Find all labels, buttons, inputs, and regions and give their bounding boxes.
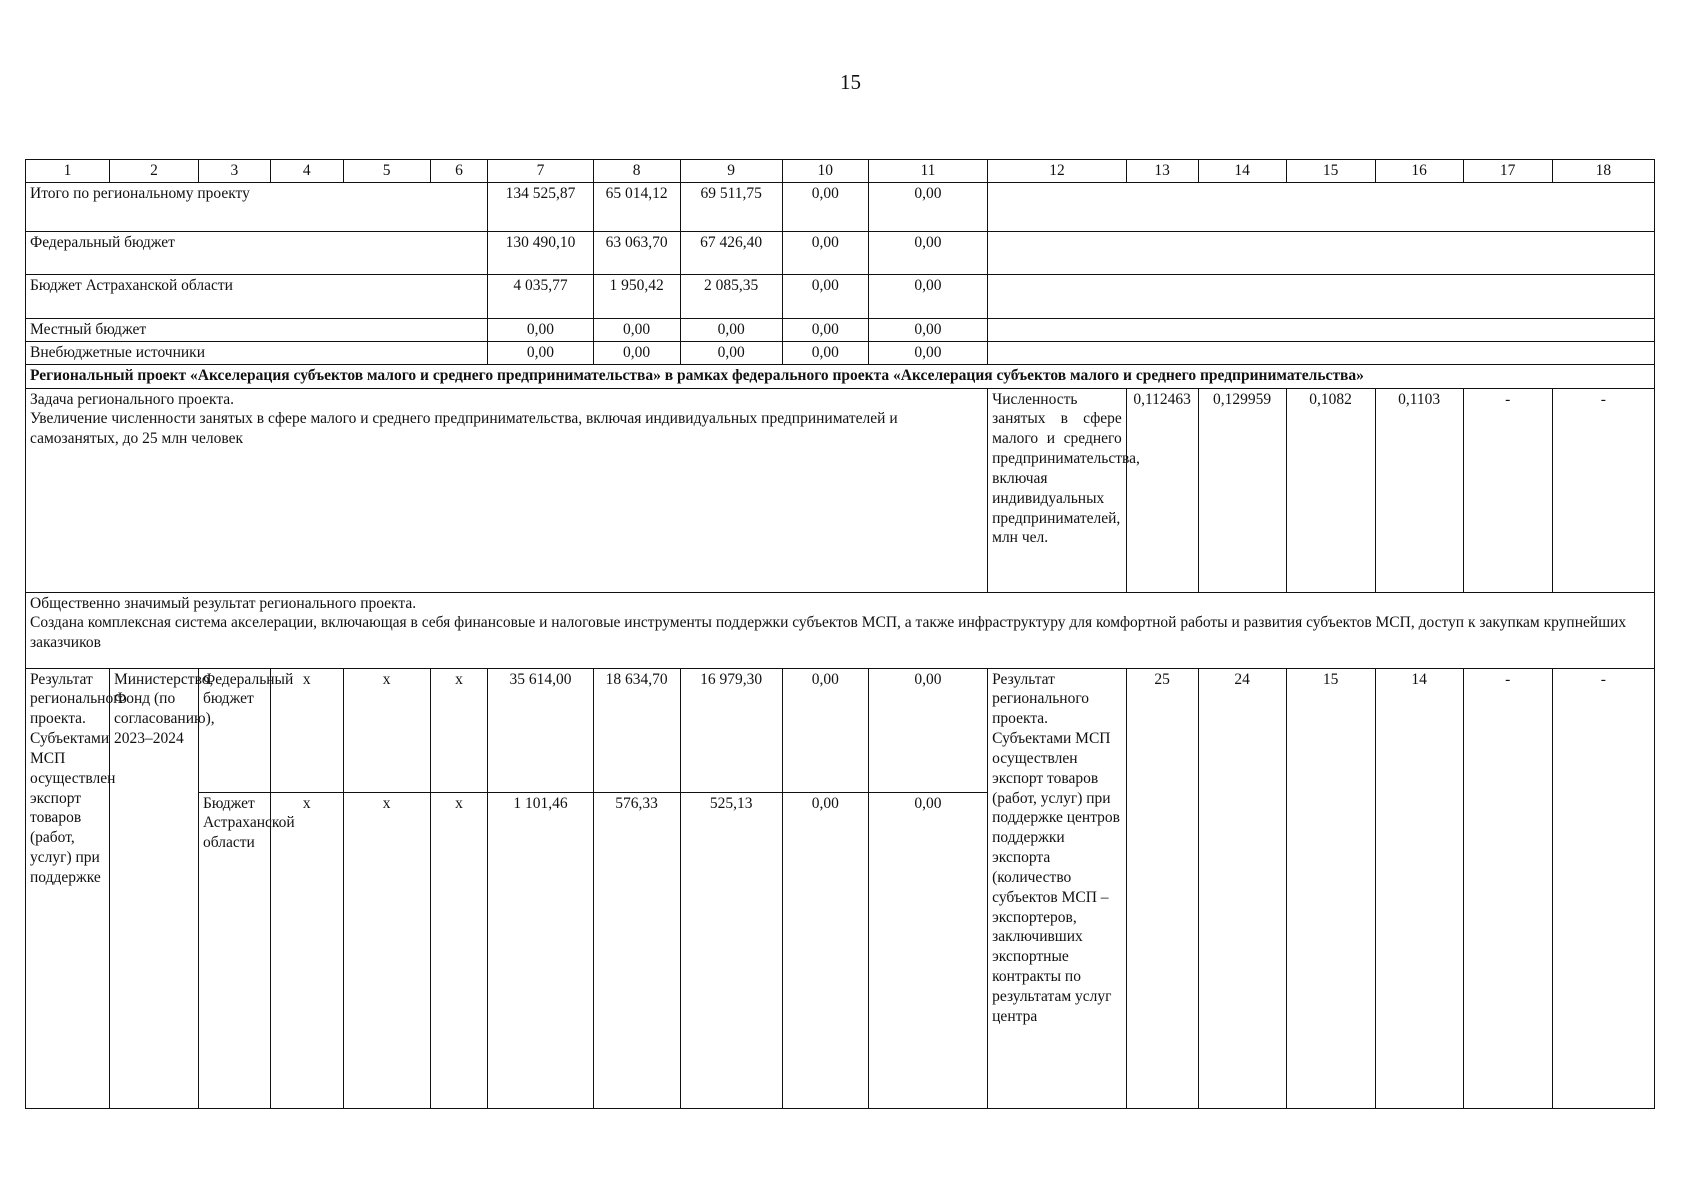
mark-cell: x — [270, 792, 343, 1108]
header-cell: 4 — [270, 160, 343, 183]
budget-row-local — [26, 319, 1655, 342]
header-cell: 18 — [1552, 160, 1654, 183]
budget-value: 1 950,42 — [593, 275, 680, 319]
budget-label: Местный бюджет — [26, 319, 488, 342]
funding-source: Бюджет Астраханской области — [199, 792, 271, 1108]
budget-value: 0,00 — [782, 668, 868, 792]
budget-row-regional — [26, 275, 1655, 319]
budget-value: 0,00 — [593, 341, 680, 364]
indicator-value: 24 — [1198, 668, 1286, 1108]
budget-value: 0,00 — [782, 275, 868, 319]
result-row-federal — [26, 668, 1655, 792]
project-title: Региональный проект «Акселерация субъектов малого и среднего предпринимательства» в рамках федерального проекта «Акселерация субъектов малого и среднего предпринимательства» — [26, 364, 1655, 388]
budget-value: 69 511,75 — [680, 183, 782, 232]
budget-value: 0,00 — [782, 341, 868, 364]
header-cell: 15 — [1286, 160, 1375, 183]
header-cell: 11 — [868, 160, 987, 183]
indicator-value: 14 — [1375, 668, 1463, 1108]
budget-value: 0,00 — [488, 319, 593, 342]
budget-value: 63 063,70 — [593, 232, 680, 275]
budget-value: 2 085,35 — [680, 275, 782, 319]
budget-label: Итого по региональному проекту — [26, 183, 488, 232]
budget-value: 16 979,30 — [680, 668, 782, 792]
header-cell: 14 — [1198, 160, 1286, 183]
budget-value: 130 490,10 — [488, 232, 593, 275]
budget-value: 65 014,12 — [593, 183, 680, 232]
header-cell: 1 — [26, 160, 110, 183]
indicator-value: - — [1552, 388, 1654, 592]
budget-value: 35 614,00 — [488, 668, 593, 792]
funding-source: Федеральный бюджет — [199, 668, 271, 792]
budget-value: 0,00 — [680, 319, 782, 342]
header-cell: 5 — [343, 160, 430, 183]
result-responsible: Министерство, Фонд (по согласованию), 2023–2024 — [109, 668, 198, 1108]
empty-cell — [988, 232, 1655, 275]
header-row — [26, 160, 1655, 183]
budget-value: 0,00 — [782, 792, 868, 1108]
header-cell: 10 — [782, 160, 868, 183]
header-cell: 17 — [1463, 160, 1552, 183]
task-row — [26, 388, 1655, 592]
indicator-value: 0,1082 — [1286, 388, 1375, 592]
page-number: 15 — [840, 70, 861, 94]
budget-value: 134 525,87 — [488, 183, 593, 232]
budget-row-total — [26, 183, 1655, 232]
mark-cell: x — [343, 668, 430, 792]
indicator-value: - — [1463, 668, 1552, 1108]
header-cell: 2 — [109, 160, 198, 183]
social-result-text: Общественно значимый результат регионального проекта. Создана комплексная система акселерации, включающая в себя финансовые и налоговые инструменты поддержки субъектов МСП, а также инфраструктуру для комфортной работы и развития субъектов МСП, доступ к закупкам крупнейших заказчиков — [26, 592, 1655, 668]
indicator-value: - — [1552, 668, 1654, 1108]
project-title-row — [26, 364, 1655, 388]
empty-cell — [988, 275, 1655, 319]
header-cell: 16 — [1375, 160, 1463, 183]
empty-cell — [988, 319, 1655, 342]
mark-cell: x — [343, 792, 430, 1108]
budget-value: 0,00 — [868, 668, 987, 792]
budget-value: 576,33 — [593, 792, 680, 1108]
indicator-value: 25 — [1126, 668, 1198, 1108]
mark-cell: x — [430, 792, 488, 1108]
budget-value: 67 426,40 — [680, 232, 782, 275]
budget-value: 0,00 — [868, 275, 987, 319]
social-result-row — [26, 592, 1655, 668]
budget-value: 1 101,46 — [488, 792, 593, 1108]
budget-value: 0,00 — [868, 792, 987, 1108]
budget-value: 0,00 — [782, 319, 868, 342]
project-table — [25, 159, 1655, 1109]
result-indicator: Результат регионального проекта. Субъектами МСП осуществлен экспорт товаров (работ, услуг) при поддержке центров поддержки экспорта (количество субъектов МСП – экспортеров, заключивших экспортные контракты по результатам услуг центра — [988, 668, 1127, 1108]
header-cell: 3 — [199, 160, 271, 183]
budget-value: 18 634,70 — [593, 668, 680, 792]
mark-cell: x — [430, 668, 488, 792]
header-cell: 8 — [593, 160, 680, 183]
budget-value: 0,00 — [868, 341, 987, 364]
budget-value: 0,00 — [868, 232, 987, 275]
budget-value: 0,00 — [593, 319, 680, 342]
indicator-value: 15 — [1286, 668, 1375, 1108]
header-cell: 7 — [488, 160, 593, 183]
header-cell: 6 — [430, 160, 488, 183]
task-indicator: Численность занятых в сфере малого и среднего предпринимательства, включая индивидуальных предпринимателей, млн чел. — [988, 388, 1127, 592]
budget-value: 0,00 — [868, 319, 987, 342]
indicator-value: - — [1463, 388, 1552, 592]
budget-value: 525,13 — [680, 792, 782, 1108]
budget-label: Федеральный бюджет — [26, 232, 488, 275]
result-name: Результат регионального проекта. Субъектами МСП осуществлен экспорт товаров (работ, услуг) при поддержке — [26, 668, 110, 1108]
empty-cell — [988, 183, 1655, 232]
budget-label: Бюджет Астраханской области — [26, 275, 488, 319]
budget-label: Внебюджетные источники — [26, 341, 488, 364]
empty-cell — [988, 341, 1655, 364]
task-text: Задача регионального проекта. Увеличение численности занятых в сфере малого и среднего предпринимательства, включая индивидуальных предпринимателей и самозанятых, до 25 млн человек — [26, 388, 988, 592]
indicator-value: 0,1103 — [1375, 388, 1463, 592]
budget-value: 0,00 — [782, 183, 868, 232]
budget-value: 0,00 — [488, 341, 593, 364]
budget-value: 0,00 — [782, 232, 868, 275]
budget-value: 4 035,77 — [488, 275, 593, 319]
budget-row-extrabudgetary — [26, 341, 1655, 364]
header-cell: 9 — [680, 160, 782, 183]
header-cell: 12 — [988, 160, 1127, 183]
budget-value: 0,00 — [868, 183, 987, 232]
header-cell: 13 — [1126, 160, 1198, 183]
indicator-value: 0,129959 — [1198, 388, 1286, 592]
mark-cell: x — [270, 668, 343, 792]
budget-value: 0,00 — [680, 341, 782, 364]
indicator-value: 0,112463 — [1126, 388, 1198, 592]
budget-row-federal — [26, 232, 1655, 275]
